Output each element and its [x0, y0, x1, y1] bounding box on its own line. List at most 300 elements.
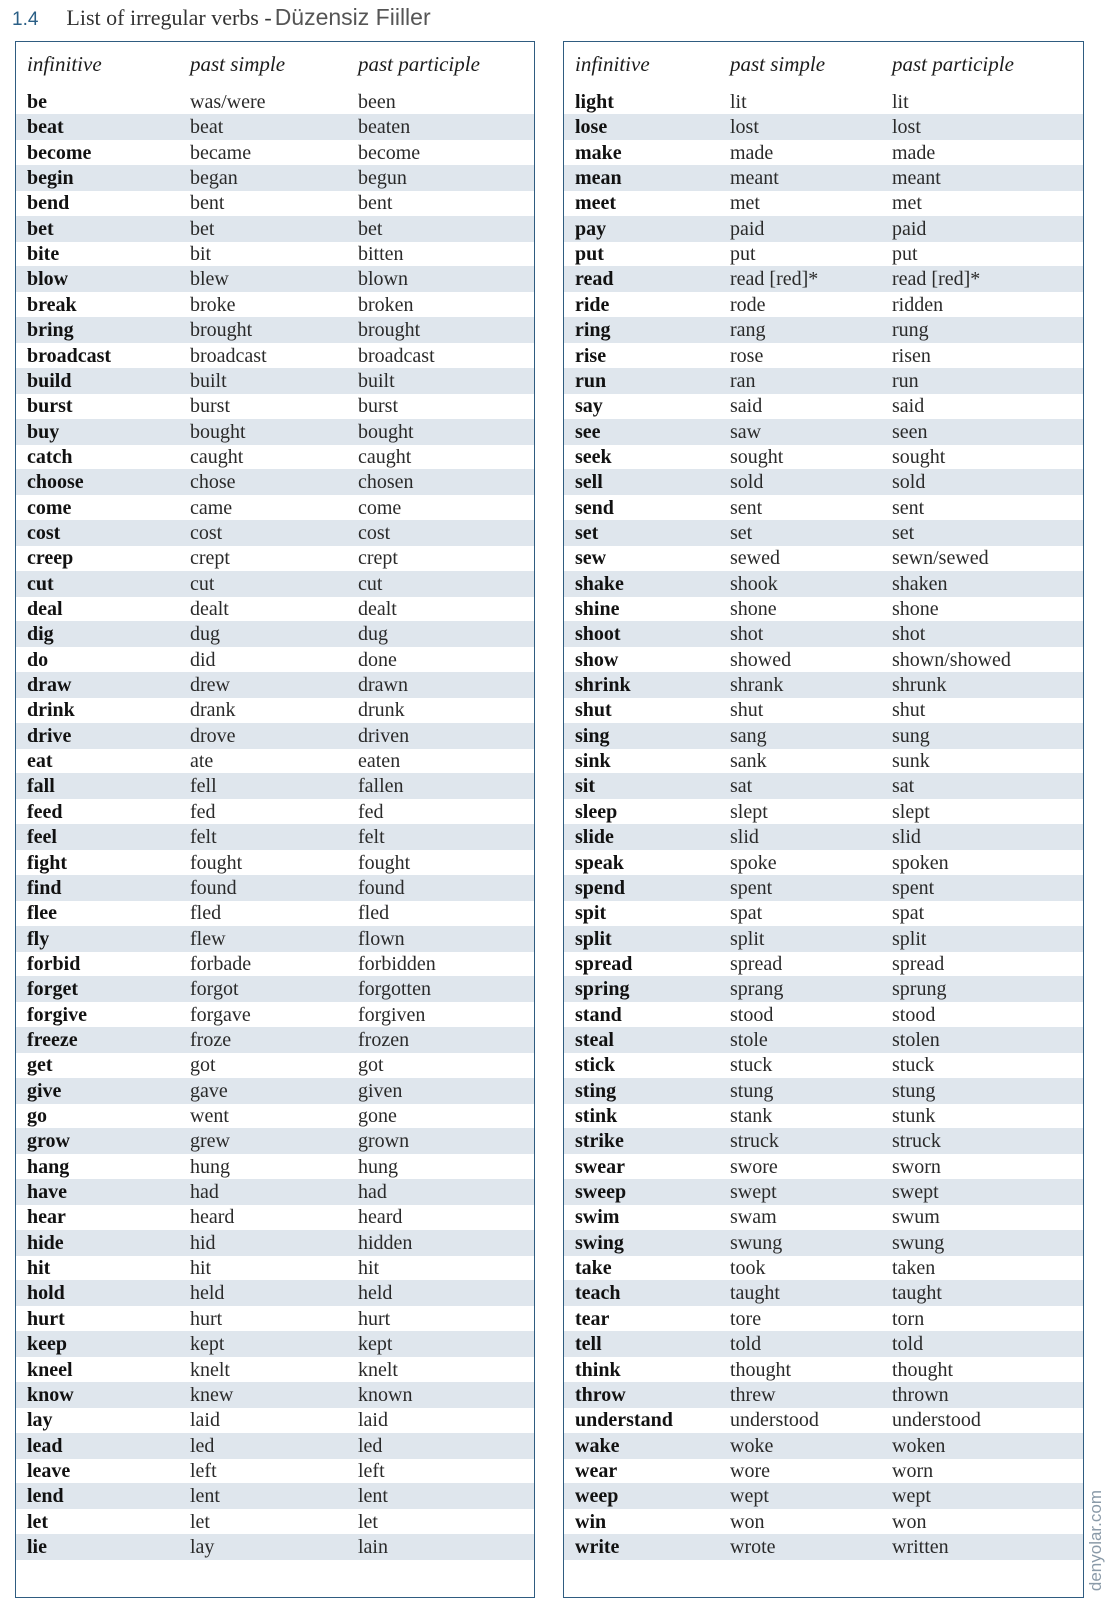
table-row [16, 1509, 534, 1535]
past-simple-cell: made [730, 141, 774, 164]
past-participle-cell: hurt [358, 1307, 391, 1330]
past-simple-cell: let [190, 1510, 210, 1533]
past-simple-cell: broke [190, 293, 236, 316]
infinitive-cell: take [575, 1257, 612, 1280]
past-simple-cell: ate [190, 750, 214, 773]
past-simple-cell: fell [190, 775, 217, 798]
past-simple-cell: bet [190, 217, 215, 240]
table-row [564, 1331, 1083, 1357]
table-row [16, 697, 534, 723]
past-participle-cell: made [892, 141, 936, 164]
past-participle-cell: taught [892, 1282, 942, 1305]
past-simple-cell: bit [190, 243, 212, 266]
past-simple-cell: bought [190, 420, 246, 443]
past-participle-cell: lent [358, 1485, 388, 1508]
infinitive-cell: ring [575, 319, 611, 342]
past-simple-cell: saw [730, 420, 762, 443]
past-simple-cell: left [190, 1459, 217, 1482]
table-row [564, 343, 1083, 369]
infinitive-cell: stick [575, 1054, 615, 1077]
infinitive-cell: broadcast [27, 344, 112, 367]
past-participle-cell: left [358, 1459, 385, 1482]
past-participle-cell: flown [358, 927, 405, 950]
infinitive-cell: keep [27, 1333, 67, 1356]
table-row [564, 190, 1083, 216]
past-participle-cell: forbidden [358, 952, 436, 975]
past-participle-cell: forgotten [358, 978, 431, 1001]
infinitive-cell: run [575, 369, 607, 392]
table-row [564, 1534, 1083, 1560]
past-participle-cell: fought [358, 851, 411, 874]
table-row [564, 773, 1083, 799]
past-participle-cell: struck [892, 1130, 941, 1153]
table-row [564, 951, 1083, 977]
infinitive-cell: give [27, 1079, 62, 1102]
past-participle-cell: broken [358, 293, 414, 316]
table-row [564, 1382, 1083, 1408]
past-simple-cell: lay [190, 1535, 215, 1558]
table-row [564, 571, 1083, 597]
past-participle-cell: won [892, 1510, 927, 1533]
table-row [16, 596, 534, 622]
table-row [564, 1128, 1083, 1154]
table-row [564, 1407, 1083, 1433]
table-row [16, 1179, 534, 1205]
past-simple-cell: cut [190, 572, 215, 595]
past-participle-cell: eaten [358, 750, 401, 773]
infinitive-cell: speak [575, 851, 624, 874]
past-participle-cell: thought [892, 1358, 954, 1381]
past-simple-cell: set [730, 521, 753, 544]
past-participle-cell: gone [358, 1105, 397, 1127]
past-participle-cell: worn [892, 1459, 934, 1482]
infinitive-cell: bring [27, 319, 74, 342]
table-header-row [16, 52, 534, 88]
past-participle-cell: bought [358, 420, 414, 443]
past-simple-cell: understood [730, 1409, 819, 1432]
table-row [564, 850, 1083, 876]
past-participle-cell: stood [892, 1003, 936, 1026]
infinitive-cell: hold [27, 1282, 65, 1305]
past-participle-cell: taken [892, 1257, 936, 1280]
past-simple-cell: read [red]* [730, 268, 819, 291]
past-participle-cell: sung [892, 724, 930, 747]
past-simple-cell: shrank [730, 674, 784, 697]
table-row [564, 1280, 1083, 1306]
table-row [564, 1483, 1083, 1509]
table-row [564, 266, 1083, 292]
infinitive-cell: seek [575, 445, 612, 468]
infinitive-cell: hide [27, 1231, 64, 1254]
table-row [16, 951, 534, 977]
infinitive-cell: lie [27, 1535, 47, 1558]
table-row [564, 140, 1083, 166]
infinitive-cell: spread [575, 952, 633, 975]
infinitive-cell: creep [27, 547, 74, 570]
infinitive-cell: draw [27, 674, 72, 697]
table-row [16, 1128, 534, 1154]
past-participle-cell: led [358, 1434, 383, 1457]
infinitive-cell: swim [575, 1206, 620, 1229]
table-row [564, 926, 1083, 952]
past-participle-cell: torn [892, 1307, 925, 1330]
past-participle-cell: run [892, 369, 919, 392]
infinitive-cell: feed [27, 800, 63, 823]
past-participle-cell: meant [892, 167, 941, 190]
table-row [16, 799, 534, 825]
past-participle-cell: woken [892, 1434, 946, 1457]
past-simple-cell: sank [730, 750, 767, 773]
infinitive-cell: build [27, 369, 72, 392]
infinitive-cell: sing [575, 724, 610, 747]
infinitive-cell: spring [575, 978, 630, 1001]
past-simple-cell: froze [190, 1028, 232, 1051]
infinitive-cell: show [575, 648, 619, 671]
past-simple-cell: rode [730, 293, 766, 316]
infinitive-cell: light [575, 91, 614, 113]
infinitive-cell: sweep [575, 1181, 627, 1204]
past-simple-cell: spread [730, 952, 783, 975]
past-simple-cell: sent [730, 496, 763, 519]
page-title: List of irregular verbs - [66, 5, 272, 30]
infinitive-cell: cost [27, 521, 61, 544]
infinitive-cell: shut [575, 699, 612, 722]
past-participle-cell: spent [892, 876, 935, 899]
infinitive-cell: swear [575, 1155, 625, 1178]
table-row [564, 1027, 1083, 1053]
infinitive-cell: freeze [27, 1028, 78, 1051]
infinitive-cell: become [27, 141, 92, 164]
past-simple-cell: stuck [730, 1054, 773, 1077]
infinitive-cell: sell [575, 471, 603, 494]
past-participle-cell: shown/showed [892, 648, 1011, 671]
infinitive-cell: lay [27, 1409, 53, 1432]
past-simple-cell: shot [730, 623, 764, 646]
past-simple-cell: hurt [190, 1307, 223, 1330]
past-participle-cell: chosen [358, 471, 414, 494]
past-participle-cell: frozen [358, 1028, 410, 1051]
table-row [564, 1179, 1083, 1205]
past-simple-cell: lent [190, 1485, 220, 1508]
past-participle-cell: hung [358, 1155, 398, 1178]
past-simple-cell: put [730, 243, 756, 266]
past-simple-cell: rang [730, 319, 766, 342]
infinitive-cell: forgive [27, 1003, 87, 1026]
past-participle-cell: put [892, 243, 918, 266]
past-participle-cell: lain [358, 1535, 388, 1558]
verb-table-left [15, 41, 535, 1598]
past-participle-cell: cost [358, 521, 391, 544]
past-participle-cell: drawn [358, 674, 408, 697]
table-row [16, 1002, 534, 1028]
infinitive-cell: say [575, 395, 603, 418]
infinitive-cell: burst [27, 395, 73, 418]
table-row [564, 469, 1083, 495]
infinitive-cell: do [27, 648, 49, 671]
table-row [16, 1407, 534, 1433]
past-participle-cell: slid [892, 826, 921, 849]
infinitive-cell: bite [27, 243, 60, 266]
table-row [564, 596, 1083, 622]
infinitive-cell: catch [27, 445, 73, 468]
table-row [564, 1357, 1083, 1383]
past-simple-cell: hung [190, 1155, 230, 1178]
infinitive-cell: tell [575, 1333, 602, 1356]
past-simple-cell: showed [730, 648, 792, 671]
past-participle-cell: understood [892, 1409, 981, 1432]
table-row [16, 1357, 534, 1383]
past-participle-cell: rung [892, 319, 929, 342]
past-participle-cell: stolen [892, 1028, 940, 1051]
infinitive-cell: drive [27, 724, 72, 747]
past-simple-cell: slept [730, 800, 768, 823]
table-row [16, 1306, 534, 1332]
infinitive-cell: shine [575, 598, 620, 620]
past-simple-cell: found [190, 876, 237, 899]
table-row [16, 1103, 534, 1129]
infinitive-cell: flee [27, 902, 57, 925]
past-simple-cell: forgave [190, 1003, 251, 1026]
table-row [564, 1230, 1083, 1256]
infinitive-cell: beat [27, 116, 64, 139]
past-participle-cell: begun [358, 167, 407, 190]
past-simple-cell: gave [190, 1079, 228, 1102]
past-participle-cell: thrown [892, 1383, 949, 1406]
past-participle-cell: let [358, 1510, 378, 1533]
past-participle-cell: dealt [358, 598, 397, 620]
past-participle-cell: ridden [892, 293, 944, 316]
past-participle-cell: stuck [892, 1054, 935, 1077]
table-row [564, 1433, 1083, 1459]
table-row [564, 875, 1083, 901]
infinitive-cell: rise [575, 344, 607, 367]
past-participle-cell: kept [358, 1333, 393, 1356]
past-participle-cell: wept [892, 1485, 931, 1508]
table-row [16, 647, 534, 673]
past-participle-cell: lit [892, 91, 909, 113]
infinitive-cell: understand [575, 1409, 673, 1432]
infinitive-cell: throw [575, 1383, 626, 1406]
past-participle-cell: shut [892, 699, 926, 722]
infinitive-cell: know [27, 1383, 74, 1406]
past-participle-cell: heard [358, 1206, 403, 1229]
infinitive-cell: put [575, 243, 604, 266]
past-participle-cell: bent [358, 192, 393, 215]
past-participle-cell: cut [358, 572, 383, 595]
past-simple-cell: spoke [730, 851, 777, 874]
past-simple-cell: spat [730, 902, 763, 925]
table-row [564, 520, 1083, 546]
past-participle-cell: come [358, 496, 402, 519]
table-header-row [564, 52, 1083, 88]
past-simple-cell: hit [190, 1257, 212, 1280]
past-simple-cell: stung [730, 1079, 774, 1102]
infinitive-cell: make [575, 141, 622, 164]
infinitive-cell: fall [27, 775, 55, 798]
past-simple-cell: burst [190, 395, 230, 418]
infinitive-cell: send [575, 496, 614, 519]
infinitive-cell: mean [575, 167, 622, 190]
table-row [16, 1280, 534, 1306]
table-row [16, 419, 534, 445]
infinitive-cell: shrink [575, 674, 631, 697]
table-row [16, 875, 534, 901]
infinitive-cell: bet [27, 217, 54, 240]
infinitive-cell: lead [27, 1434, 63, 1457]
infinitive-cell: sleep [575, 800, 618, 823]
past-simple-cell: stole [730, 1028, 768, 1051]
table-row [16, 1204, 534, 1230]
past-simple-cell: blew [190, 268, 229, 291]
infinitive-cell: forbid [27, 952, 81, 975]
page-title-turkish: Düzensiz Fiiller [274, 4, 431, 30]
infinitive-cell: hear [27, 1206, 66, 1229]
infinitive-cell: hang [27, 1155, 70, 1178]
table-row [564, 1154, 1083, 1180]
infinitive-cell: be [27, 91, 47, 113]
infinitive-cell: wear [575, 1459, 618, 1482]
infinitive-cell: let [27, 1510, 49, 1533]
past-participle-cell: given [358, 1079, 403, 1102]
past-simple-cell: held [190, 1282, 225, 1305]
section-number: 1.4 [12, 9, 39, 30]
past-simple-cell: flew [190, 927, 226, 950]
past-participle-cell: shaken [892, 572, 948, 595]
infinitive-cell: hurt [27, 1307, 65, 1330]
table-row [16, 1230, 534, 1256]
past-simple-cell: went [190, 1105, 229, 1127]
table-row [16, 545, 534, 571]
infinitive-cell: begin [27, 167, 74, 190]
past-simple-cell: had [190, 1181, 219, 1204]
past-simple-cell: shut [730, 699, 764, 722]
past-simple-cell: spent [730, 876, 773, 899]
past-simple-cell: ran [730, 369, 756, 392]
infinitive-cell: kneel [27, 1358, 73, 1381]
past-participle-cell: sprung [892, 978, 947, 1001]
past-participle-cell: crept [358, 547, 398, 570]
infinitive-cell: sew [575, 547, 607, 570]
past-simple-cell: forbade [190, 952, 252, 975]
past-participle-cell: sunk [892, 750, 930, 773]
table-row [16, 571, 534, 597]
past-simple-cell: grew [190, 1130, 230, 1153]
past-participle-cell: hidden [358, 1231, 413, 1254]
table-row [16, 850, 534, 876]
past-participle-cell: sworn [892, 1155, 941, 1178]
past-simple-cell: lost [730, 116, 759, 139]
past-participle-cell: done [358, 648, 397, 671]
past-simple-cell: rose [730, 344, 764, 367]
past-participle-cell: felt [358, 826, 385, 849]
past-participle-cell: swung [892, 1231, 945, 1254]
past-simple-cell: swore [730, 1155, 778, 1178]
table-row [564, 545, 1083, 571]
table-row [16, 824, 534, 850]
infinitive-cell: think [575, 1358, 621, 1381]
past-simple-cell: wrote [730, 1535, 776, 1558]
past-participle-cell: fallen [358, 775, 404, 798]
past-participle-cell: been [358, 91, 396, 113]
page-header [12, 4, 431, 40]
past-simple-cell: took [730, 1257, 766, 1280]
past-simple-cell: heard [190, 1206, 235, 1229]
infinitive-cell: pay [575, 217, 607, 240]
past-simple-cell: drove [190, 724, 236, 747]
watermark: denyolar.com [1086, 1490, 1105, 1592]
infinitive-cell: read [575, 268, 614, 291]
table-row [16, 1027, 534, 1053]
table-row [16, 748, 534, 774]
table-row [564, 241, 1083, 267]
past-simple-cell: hid [190, 1231, 216, 1254]
past-participle-cell: bet [358, 217, 383, 240]
infinitive-cell: shoot [575, 623, 621, 646]
past-simple-cell: won [730, 1510, 765, 1533]
past-participle-cell: spread [892, 952, 945, 975]
infinitive-cell: sink [575, 750, 611, 773]
past-participle-cell: swum [892, 1206, 940, 1229]
table-row [16, 241, 534, 267]
infinitive-cell: teach [575, 1282, 621, 1305]
table-row [564, 393, 1083, 419]
past-simple-cell: sprang [730, 978, 784, 1001]
table-row [16, 216, 534, 242]
table-row [16, 317, 534, 343]
table-row [16, 1483, 534, 1509]
table-row [16, 1382, 534, 1408]
table-row [16, 393, 534, 419]
table-row [564, 1509, 1083, 1535]
past-participle-cell: built [358, 369, 395, 392]
past-participle-cell: forgiven [358, 1003, 426, 1026]
past-participle-cell: held [358, 1282, 393, 1305]
past-simple-cell: dug [190, 623, 220, 646]
table-row [564, 114, 1083, 140]
past-participle-cell: dug [358, 623, 388, 646]
past-simple-cell: led [190, 1434, 215, 1457]
past-simple-cell: taught [730, 1282, 780, 1305]
past-simple-cell: sang [730, 724, 767, 747]
past-simple-cell: was/were [190, 91, 266, 113]
infinitive-cell: forget [27, 978, 79, 1001]
past-simple-cell: tore [730, 1307, 762, 1330]
infinitive-cell: weep [575, 1485, 619, 1508]
past-simple-cell: drew [190, 674, 230, 697]
table-row [564, 444, 1083, 470]
past-simple-cell: told [730, 1333, 762, 1356]
past-simple-cell: thought [730, 1358, 792, 1381]
past-simple-cell: sought [730, 445, 784, 468]
infinitive-cell: see [575, 420, 601, 443]
infinitive-cell: cut [27, 572, 54, 595]
infinitive-cell: grow [27, 1130, 70, 1153]
past-simple-cell: paid [730, 217, 765, 240]
past-participle-cell: risen [892, 344, 931, 367]
past-participle-cell: read [red]* [892, 268, 981, 291]
past-participle-cell: burst [358, 395, 398, 418]
past-participle-cell: seen [892, 420, 928, 443]
past-participle-cell: told [892, 1333, 924, 1356]
table-row [16, 1154, 534, 1180]
table-row [16, 1331, 534, 1357]
past-participle-cell: beaten [358, 116, 411, 139]
past-simple-cell: knew [190, 1383, 234, 1406]
past-simple-cell: shook [730, 572, 778, 595]
infinitive-cell: split [575, 927, 612, 950]
past-simple-cell: swung [730, 1231, 783, 1254]
past-simple-cell: struck [730, 1130, 779, 1153]
